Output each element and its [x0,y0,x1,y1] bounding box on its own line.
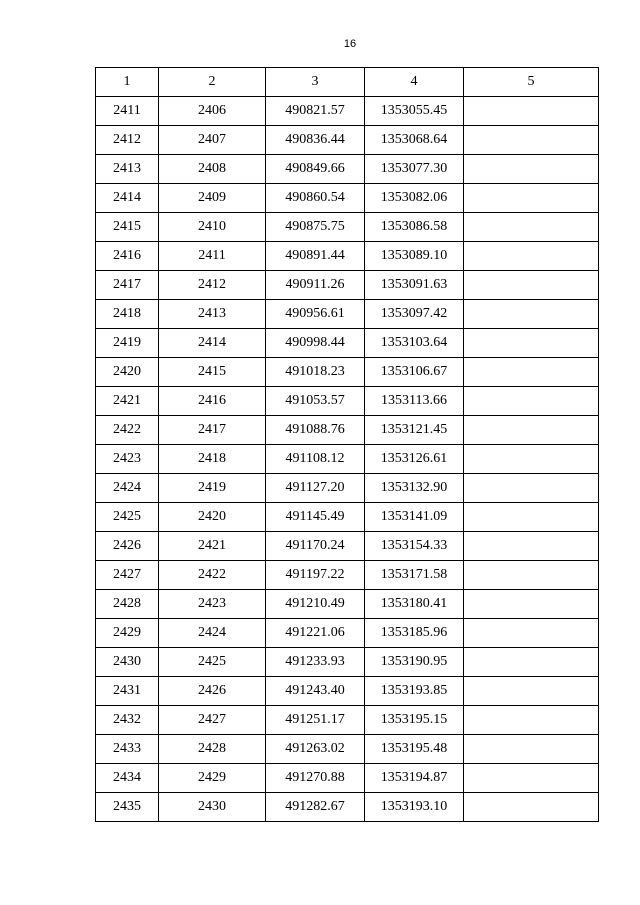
table-row [96,590,599,619]
table-cell-col-5 [464,213,599,242]
table-row [96,184,599,213]
table-cell-col-4: 1353195.15 [365,706,464,735]
table-cell-col-5 [464,271,599,300]
table-cell-col-2: 2417 [159,416,266,445]
table-cell-col-2: 2412 [159,271,266,300]
table-cell-col-3: 491221.06 [266,619,365,648]
table-cell-col-1: 2434 [96,764,159,793]
table-cell-col-2: 2406 [159,97,266,126]
table-cell-col-2: 2427 [159,706,266,735]
table-cell-col-2: 2429 [159,764,266,793]
table-cell-col-4: 1353068.64 [365,126,464,155]
table-cell-col-4: 1353086.58 [365,213,464,242]
table-cell-col-5 [464,126,599,155]
table-row [96,155,599,184]
table-cell-col-4: 1353097.42 [365,300,464,329]
table-cell-col-5 [464,619,599,648]
table-row [96,561,599,590]
table-cell-col-2: 2420 [159,503,266,532]
page-number: 16 [343,38,357,50]
table-body [96,97,599,822]
table-header-row [96,68,599,97]
table-row [96,764,599,793]
table-cell-col-1: 2422 [96,416,159,445]
table-cell-col-3: 490956.61 [266,300,365,329]
table-cell-col-3: 491127.20 [266,474,365,503]
table-row [96,213,599,242]
table-cell-col-2: 2409 [159,184,266,213]
table-row [96,474,599,503]
table-cell-col-1: 2418 [96,300,159,329]
table-cell-col-1: 2429 [96,619,159,648]
table-cell-col-1: 2414 [96,184,159,213]
table-cell-col-2: 2418 [159,445,266,474]
table-cell-col-1: 2430 [96,648,159,677]
table-cell-col-4: 1353103.64 [365,329,464,358]
table-cell-col-3: 490849.66 [266,155,365,184]
table-cell-col-1: 2411 [96,97,159,126]
table-cell-col-2: 2407 [159,126,266,155]
table-row [96,706,599,735]
table-cell-col-3: 491270.88 [266,764,365,793]
table-cell-col-1: 2435 [96,793,159,822]
table-cell-col-1: 2421 [96,387,159,416]
table-cell-col-5 [464,735,599,764]
table-cell-col-5 [464,590,599,619]
table-cell-col-5 [464,648,599,677]
table-cell-col-2: 2414 [159,329,266,358]
table-cell-col-2: 2424 [159,619,266,648]
table-cell-col-5 [464,416,599,445]
table-cell-col-3: 491210.49 [266,590,365,619]
table-cell-col-5 [464,706,599,735]
table-row [96,126,599,155]
table-cell-col-3: 491197.22 [266,561,365,590]
table-cell-col-3: 491145.49 [266,503,365,532]
table-cell-col-1: 2415 [96,213,159,242]
table-cell-col-5 [464,329,599,358]
table-cell-col-5 [464,532,599,561]
table-cell-col-5 [464,503,599,532]
table-cell-col-2: 2421 [159,532,266,561]
table-cell-col-4: 1353106.67 [365,358,464,387]
table-row [96,271,599,300]
table-cell-col-1: 2417 [96,271,159,300]
table-cell-col-2: 2430 [159,793,266,822]
table-row [96,358,599,387]
column-header-4: 4 [365,68,464,97]
table-cell-col-1: 2432 [96,706,159,735]
table-cell-col-5 [464,97,599,126]
table-cell-col-4: 1353185.96 [365,619,464,648]
table-row [96,416,599,445]
table-cell-col-3: 491018.23 [266,358,365,387]
table-row [96,793,599,822]
table-cell-col-4: 1353195.48 [365,735,464,764]
table-cell-col-4: 1353077.30 [365,155,464,184]
table-cell-col-5 [464,561,599,590]
table-cell-col-3: 491108.12 [266,445,365,474]
table-cell-col-3: 491263.02 [266,735,365,764]
table-cell-col-5 [464,155,599,184]
table-cell-col-1: 2427 [96,561,159,590]
table-cell-col-3: 491282.67 [266,793,365,822]
table-cell-col-4: 1353091.63 [365,271,464,300]
table-cell-col-3: 491243.40 [266,677,365,706]
table-cell-col-5 [464,242,599,271]
table-cell-col-4: 1353193.85 [365,677,464,706]
table-cell-col-4: 1353082.06 [365,184,464,213]
table-cell-col-1: 2428 [96,590,159,619]
column-header-3: 3 [266,68,365,97]
table-cell-col-4: 1353132.90 [365,474,464,503]
table-cell-col-4: 1353126.61 [365,445,464,474]
table-cell-col-1: 2433 [96,735,159,764]
table-cell-col-3: 490860.54 [266,184,365,213]
table-cell-col-5 [464,300,599,329]
table-row [96,532,599,561]
table-cell-col-1: 2420 [96,358,159,387]
table-row [96,242,599,271]
table-cell-col-3: 490875.75 [266,213,365,242]
table-cell-col-3: 491088.76 [266,416,365,445]
table-row [96,648,599,677]
table-cell-col-1: 2426 [96,532,159,561]
table-cell-col-4: 1353193.10 [365,793,464,822]
table-cell-col-3: 490836.44 [266,126,365,155]
table-cell-col-5 [464,474,599,503]
table-cell-col-4: 1353190.95 [365,648,464,677]
table-cell-col-4: 1353141.09 [365,503,464,532]
table-cell-col-3: 491251.17 [266,706,365,735]
table-cell-col-4: 1353194.87 [365,764,464,793]
table-cell-col-3: 490891.44 [266,242,365,271]
table-cell-col-2: 2419 [159,474,266,503]
table-row [96,329,599,358]
table-cell-col-1: 2431 [96,677,159,706]
table-row [96,677,599,706]
table-cell-col-5 [464,677,599,706]
table-cell-col-2: 2408 [159,155,266,184]
table-cell-col-2: 2410 [159,213,266,242]
table-cell-col-2: 2415 [159,358,266,387]
table-cell-col-5 [464,387,599,416]
table-cell-col-3: 490998.44 [266,329,365,358]
table-cell-col-5 [464,793,599,822]
table-row [96,735,599,764]
table-cell-col-2: 2411 [159,242,266,271]
table-cell-col-2: 2423 [159,590,266,619]
table-cell-col-5 [464,358,599,387]
table-cell-col-4: 1353171.58 [365,561,464,590]
table-cell-col-3: 490911.26 [266,271,365,300]
table-row [96,387,599,416]
table-cell-col-1: 2413 [96,155,159,184]
table-cell-col-4: 1353154.33 [365,532,464,561]
table-cell-col-1: 2425 [96,503,159,532]
table-cell-col-2: 2413 [159,300,266,329]
table-cell-col-2: 2426 [159,677,266,706]
table-row [96,503,599,532]
table-cell-col-5 [464,764,599,793]
table-cell-col-3: 490821.57 [266,97,365,126]
table-row [96,97,599,126]
column-header-2: 2 [159,68,266,97]
table-cell-col-3: 491170.24 [266,532,365,561]
table-cell-col-4: 1353089.10 [365,242,464,271]
table-cell-col-3: 491053.57 [266,387,365,416]
column-header-1: 1 [96,68,159,97]
column-header-5: 5 [464,68,599,97]
table-row [96,445,599,474]
table-cell-col-5 [464,184,599,213]
table-cell-col-2: 2416 [159,387,266,416]
table-cell-col-5 [464,445,599,474]
table-cell-col-2: 2425 [159,648,266,677]
table-cell-col-1: 2416 [96,242,159,271]
table-cell-col-2: 2428 [159,735,266,764]
table-cell-col-1: 2419 [96,329,159,358]
table-cell-col-3: 491233.93 [266,648,365,677]
table-row [96,300,599,329]
table-cell-col-1: 2423 [96,445,159,474]
table-row [96,619,599,648]
table-cell-col-1: 2412 [96,126,159,155]
table-cell-col-2: 2422 [159,561,266,590]
table-cell-col-4: 1353113.66 [365,387,464,416]
coordinates-table [95,67,599,822]
table-cell-col-4: 1353180.41 [365,590,464,619]
table-cell-col-1: 2424 [96,474,159,503]
table-cell-col-4: 1353121.45 [365,416,464,445]
table-cell-col-4: 1353055.45 [365,97,464,126]
